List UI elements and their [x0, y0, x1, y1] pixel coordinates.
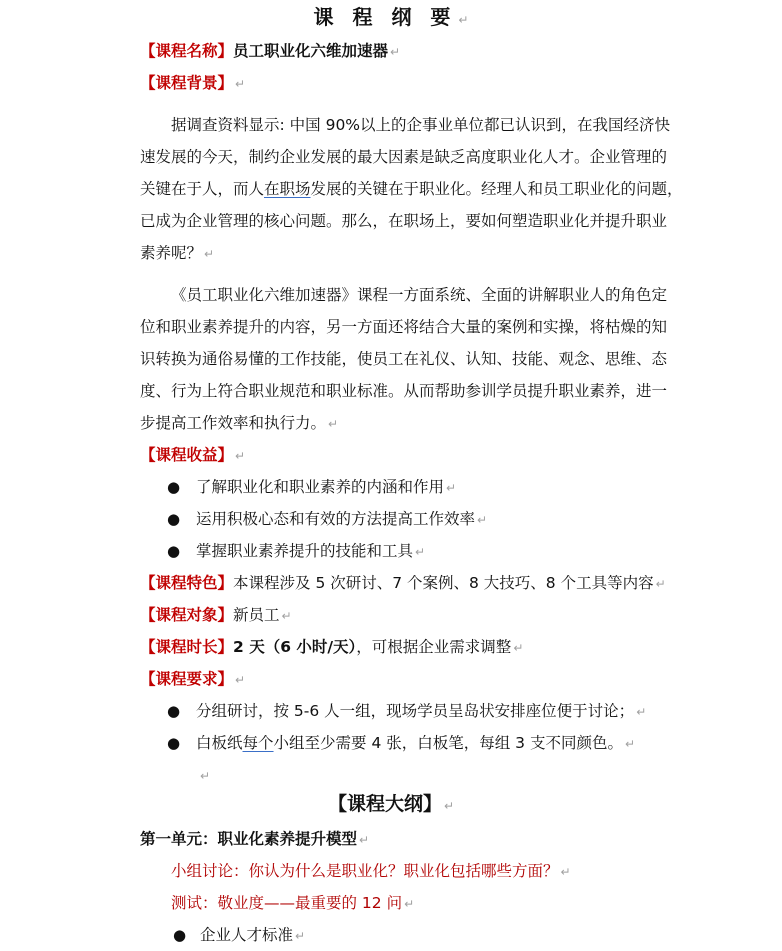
- unit-1-discussion: 小组讨论：你认为什么是职业化？职业化包括哪些方面？ ↵: [171, 862, 571, 880]
- course-name-value: 员工职业化六维加速器: [233, 42, 389, 60]
- background-p2-line-3: 识转换为通俗易懂的工作技能，使员工在礼仪、认知、技能、观念、思维、态: [140, 350, 668, 368]
- features-line: 【课程特色】本课程涉及 5 次研讨、7 个案例、8 大技巧、8 个工具等内容 ↵: [140, 574, 666, 592]
- bullet-icon: ●: [167, 510, 181, 528]
- bullet-icon: ●: [167, 542, 181, 560]
- audience-label: 【课程对象】: [140, 606, 234, 624]
- spellcheck-underline-text: 每个: [242, 734, 274, 752]
- duration-note: ，可根据企业需求调整: [356, 638, 512, 656]
- bullet-icon: ●: [167, 734, 181, 752]
- audience-value: 新员工: [233, 606, 280, 624]
- course-name-label: 【课程名称】: [140, 42, 234, 60]
- features-label: 【课程特色】: [140, 574, 234, 592]
- benefit-item-1: 了解职业化和职业素养的内涵和作用 ↵: [196, 478, 457, 496]
- requirement-item-2: 白板纸每个小组至少需要 4 张，白板笔，每组 3 支不同颜色。 ↵: [196, 734, 636, 752]
- bullet-icon: ●: [167, 702, 181, 720]
- background-label-line: 【课程背景】 ↵: [140, 74, 246, 92]
- unit-1-test: 测试：敬业度——最重要的 12 问 ↵: [171, 894, 415, 912]
- background-p1-line-3: 关键在于人，而人在职场发展的关键在于职业化。经理人和员工职业化的问题，: [140, 180, 683, 198]
- features-value: 本课程涉及 5 次研讨、7 个案例、8 大技巧、8 个工具等内容: [233, 574, 654, 592]
- duration-value: 2 天（6 小时/天）: [233, 638, 357, 656]
- background-p2-line-2: 位和职业素养提升的内容，另一方面还将结合大量的案例和实操，将枯燥的知: [140, 318, 668, 336]
- bullet-icon: ●: [167, 478, 181, 496]
- bullet-icon: ●: [173, 926, 187, 944]
- background-p2-line-5: 步提高工作效率和执行力。 ↵: [140, 414, 339, 432]
- benefit-item-2: 运用积极心态和有效的方法提高工作效率 ↵: [196, 510, 488, 528]
- background-p2-line-4: 度、行为上符合职业规范和职业标准。从而帮助参训学员提升职业素养，进一: [140, 382, 668, 400]
- background-p1-line-5: 素养呢？ ↵: [140, 244, 215, 262]
- requirement-item-1: 分组研讨，按 5-6 人一组，现场学员呈岛状安排座位便于讨论； ↵: [196, 702, 647, 720]
- spellcheck-underline-text: 在职场: [264, 180, 311, 198]
- background-label: 【课程背景】: [140, 74, 234, 92]
- empty-paragraph-mark: ↵: [200, 769, 211, 783]
- requirements-label-line: 【课程要求】 ↵: [140, 670, 246, 688]
- background-p1-line-4: 已成为企业管理的核心问题。那么，在职场上，要如何塑造职业化并提升职业: [140, 212, 668, 230]
- audience-line: 【课程对象】新员工 ↵: [140, 606, 292, 624]
- background-p1-line-1: 据调查资料显示: 中国 90%以上的企事业单位都已认识到，在我国经济快: [171, 116, 671, 134]
- unit-1-title: 第一单元：职业化素养提升模型 ↵: [140, 830, 370, 848]
- duration-line: 【课程时长】2 天（6 小时/天），可根据企业需求调整 ↵: [140, 638, 524, 656]
- unit-1-bullet-1: 企业人才标准 ↵: [200, 926, 306, 944]
- course-name-line: 【课程名称】员工职业化六维加速器 ↵: [140, 42, 401, 60]
- outline-title: 【课程大纲】 ↵: [327, 793, 455, 815]
- benefits-label: 【课程收益】: [140, 446, 234, 464]
- duration-label: 【课程时长】: [140, 638, 234, 656]
- background-p1-line-2: 速发展的今天，制约企业发展的最大因素是缺乏高度职业化人才。企业管理的: [140, 148, 668, 166]
- background-p2-line-1: 《员工职业化六维加速器》课程一方面系统、全面的讲解职业人的角色定: [171, 286, 668, 304]
- document-title: 课 程 纲 要 ↵: [313, 5, 469, 29]
- benefit-item-3: 掌握职业素养提升的技能和工具 ↵: [196, 542, 426, 560]
- benefits-label-line: 【课程收益】 ↵: [140, 446, 246, 464]
- requirements-label: 【课程要求】: [140, 670, 234, 688]
